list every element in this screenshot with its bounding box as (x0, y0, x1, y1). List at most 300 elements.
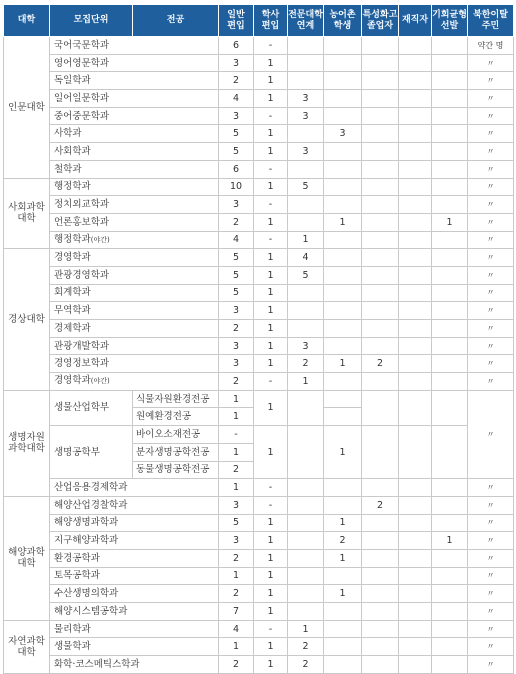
cell-equal: 1 (432, 213, 468, 231)
cell-equal (432, 479, 468, 497)
table-row (4, 426, 514, 444)
cell-special (362, 514, 399, 532)
cell-defector: 〃 (468, 266, 514, 284)
cell-general: 3 (219, 302, 254, 320)
table-row (4, 479, 514, 497)
header-text: 연계 (296, 20, 315, 31)
unit-name: 행정학과 (54, 233, 91, 245)
table-row (4, 337, 514, 355)
header-text: 기회균형 (432, 9, 467, 20)
cell-employed (399, 160, 432, 178)
cell-bachelor: 1 (254, 72, 288, 90)
cell-general: 1 (219, 479, 254, 497)
unit-cell (50, 125, 219, 143)
cell-special (362, 125, 399, 143)
cell-equal (432, 620, 468, 638)
cell-general: 5 (219, 125, 254, 143)
unit-name: 관광개발학과 (54, 340, 110, 352)
cell-defector: 〃 (468, 620, 514, 638)
cell-rural (324, 284, 362, 302)
unit-cell (50, 90, 219, 108)
cell-special (362, 337, 399, 355)
unit-name: 무역학과 (54, 305, 91, 317)
table-row (4, 638, 514, 656)
cell-bachelor: 1 (254, 337, 288, 355)
cell-rural (324, 231, 362, 249)
cell-rural (324, 302, 362, 320)
unit-name: 철학과 (54, 163, 82, 175)
cell-general: 3 (219, 196, 254, 214)
unit-cell (50, 496, 219, 514)
cell-bachelor: 1 (254, 213, 288, 231)
cell-employed (399, 479, 432, 497)
unit-cell (50, 479, 219, 497)
table-row (4, 54, 514, 72)
unit-name: 물리학과 (54, 623, 91, 635)
table-row (4, 231, 514, 249)
cell-general: 6 (219, 160, 254, 178)
unit-name: 회계학과 (54, 287, 91, 299)
unit-name: 사학과 (54, 128, 82, 140)
unit-name: 토목공학과 (54, 570, 100, 582)
major-cell: 분자생명공학전공 (133, 443, 219, 461)
table-header (4, 5, 514, 37)
cell-defector: 〃 (468, 231, 514, 249)
cell-equal (432, 585, 468, 603)
table-row (4, 37, 514, 55)
cell-special: 2 (362, 496, 399, 514)
cell-equal (432, 302, 468, 320)
unit-cell (50, 532, 219, 550)
cell-bachelor: 1 (254, 54, 288, 72)
admission-table-container (3, 4, 513, 674)
table-row (4, 549, 514, 567)
unit-cell (50, 160, 219, 178)
cell-junior (288, 196, 324, 214)
header-employed: 재직자 (399, 5, 432, 37)
college-cell (4, 249, 50, 391)
unit-name: 정치외교학과 (54, 199, 110, 211)
cell-junior (288, 585, 324, 603)
table-row (4, 320, 514, 338)
table-row (4, 603, 514, 621)
cell-junior: 2 (288, 656, 324, 674)
cell-rural (324, 620, 362, 638)
cell-general: 4 (219, 90, 254, 108)
cell-bachelor: 1 (254, 638, 288, 656)
cell-equal: 1 (432, 532, 468, 550)
cell-bachelor: 1 (254, 320, 288, 338)
header-junior-college (288, 5, 324, 37)
cell-general: 2 (219, 656, 254, 674)
cell-employed (399, 107, 432, 125)
cell-employed (399, 585, 432, 603)
cell-general: 2 (219, 72, 254, 90)
unit-name: 경영학과 (54, 252, 91, 264)
cell-defector: 〃 (468, 656, 514, 674)
unit-name: 영어영문학과 (54, 57, 110, 69)
unit-cell (50, 320, 219, 338)
major-cell: 바이오소재전공 (133, 426, 219, 444)
unit-name: 화학·코스메틱스학과 (54, 658, 140, 670)
cell-junior (288, 426, 324, 479)
unit-cell (50, 178, 219, 196)
major-cell: 원예환경전공 (133, 408, 219, 426)
table-row (4, 266, 514, 284)
cell-special (362, 656, 399, 674)
cell-equal (432, 178, 468, 196)
unit-cell (50, 249, 219, 267)
table-row (4, 567, 514, 585)
college-text: 생명자원 (8, 432, 45, 444)
college-text: 경상대학 (8, 314, 45, 325)
cell-junior: 1 (288, 373, 324, 391)
header-text: 전문대학 (288, 9, 323, 20)
cell-special (362, 479, 399, 497)
table-row (4, 213, 514, 231)
cell-rural (324, 90, 362, 108)
cell-special: 2 (362, 355, 399, 373)
unit-cell (50, 656, 219, 674)
header-text: 선발 (440, 20, 459, 31)
cell-defector: 〃 (468, 160, 514, 178)
cell-junior (288, 603, 324, 621)
cell-special (362, 160, 399, 178)
cell-special (362, 178, 399, 196)
cell-special (362, 72, 399, 90)
cell-defector: 〃 (468, 355, 514, 373)
cell-special (362, 532, 399, 550)
cell-defector: 〃 (468, 390, 514, 478)
cell-special (362, 302, 399, 320)
cell-employed (399, 266, 432, 284)
cell-general: 6 (219, 37, 254, 55)
cell-junior: 3 (288, 90, 324, 108)
cell-defector: 〃 (468, 125, 514, 143)
cell-defector: 〃 (468, 249, 514, 267)
table-row (4, 532, 514, 550)
unit-cell (50, 620, 219, 638)
unit-name: 일어일문학과 (54, 92, 110, 104)
cell-equal (432, 567, 468, 585)
cell-special (362, 266, 399, 284)
cell-general: 2 (219, 549, 254, 567)
cell-special (362, 549, 399, 567)
cell-employed (399, 514, 432, 532)
cell-bachelor: 1 (254, 656, 288, 674)
unit-cell (50, 266, 219, 284)
cell-rural (324, 603, 362, 621)
cell-defector: 〃 (468, 90, 514, 108)
major-cell: 동물생명공학전공 (133, 461, 219, 479)
cell-equal (432, 549, 468, 567)
cell-rural (324, 479, 362, 497)
cell-special (362, 390, 399, 425)
cell-rural (324, 143, 362, 161)
transfer-admission-table (3, 4, 514, 674)
cell-rural (324, 107, 362, 125)
cell-junior: 2 (288, 355, 324, 373)
cell-bachelor: 1 (254, 585, 288, 603)
cell-special (362, 213, 399, 231)
header-special-highschool (362, 5, 399, 37)
cell-equal (432, 514, 468, 532)
cell-rural (324, 496, 362, 514)
cell-employed (399, 249, 432, 267)
cell-general: 3 (219, 496, 254, 514)
unit-name: 수산생명의학과 (54, 588, 119, 600)
cell-bachelor: 1 (254, 249, 288, 267)
cell-bachelor: 1 (254, 302, 288, 320)
cell-rural (324, 390, 362, 408)
cell-junior: 2 (288, 638, 324, 656)
table-row (4, 143, 514, 161)
unit-cell (50, 213, 219, 231)
header-text: 주민 (481, 20, 500, 31)
unit-name: 경영정보학과 (54, 358, 110, 370)
cell-special (362, 603, 399, 621)
cell-bachelor: - (254, 37, 288, 55)
cell-bachelor: 1 (254, 426, 288, 479)
cell-bachelor: - (254, 496, 288, 514)
cell-general: 1 (219, 638, 254, 656)
college-text: 자연과학 (8, 635, 45, 647)
cell-junior: 5 (288, 266, 324, 284)
major-cell: 식물자원환경전공 (133, 390, 219, 408)
cell-bachelor: 1 (254, 266, 288, 284)
unit-cell (50, 107, 219, 125)
cell-junior (288, 567, 324, 585)
cell-equal (432, 249, 468, 267)
cell-employed (399, 284, 432, 302)
cell-special (362, 107, 399, 125)
cell-bachelor: - (254, 107, 288, 125)
cell-employed (399, 496, 432, 514)
unit-cell (50, 638, 219, 656)
table-row (4, 373, 514, 391)
unit-suffix: (야간) (90, 235, 110, 244)
cell-equal (432, 90, 468, 108)
cell-special (362, 620, 399, 638)
table-row (4, 514, 514, 532)
college-text: 과학대학 (8, 443, 45, 455)
cell-bachelor: 1 (254, 390, 288, 425)
unit-cell (50, 567, 219, 585)
unit-cell (50, 302, 219, 320)
cell-rural (324, 37, 362, 55)
header-text: 졸업자 (366, 20, 394, 31)
cell-rural: 2 (324, 532, 362, 550)
unit-cell (50, 143, 219, 161)
cell-employed (399, 231, 432, 249)
cell-rural (324, 160, 362, 178)
cell-general: 3 (219, 337, 254, 355)
college-cell (4, 390, 50, 496)
cell-equal (432, 72, 468, 90)
table-row (4, 249, 514, 267)
cell-rural: 1 (324, 426, 362, 479)
unit-cell: 생명공학부 (50, 426, 133, 479)
cell-bachelor: - (254, 479, 288, 497)
cell-rural: 1 (324, 213, 362, 231)
unit-cell (50, 514, 219, 532)
table-row (4, 107, 514, 125)
cell-employed (399, 426, 432, 479)
cell-general: 5 (219, 284, 254, 302)
cell-general: 2 (219, 213, 254, 231)
cell-employed (399, 337, 432, 355)
cell-rural (324, 320, 362, 338)
unit-name: 생물학과 (54, 641, 91, 653)
cell-defector: 〃 (468, 143, 514, 161)
header-text: 편입 (227, 20, 245, 31)
cell-special (362, 54, 399, 72)
college-text: 해양과학 (8, 547, 45, 559)
cell-general: 5 (219, 266, 254, 284)
cell-junior: 4 (288, 249, 324, 267)
cell-defector: 〃 (468, 532, 514, 550)
table-row (4, 355, 514, 373)
cell-general: 1 (219, 567, 254, 585)
cell-defector: 〃 (468, 373, 514, 391)
unit-name: 행정학과 (54, 181, 91, 193)
unit-name: 사회학과 (54, 145, 91, 157)
cell-junior (288, 514, 324, 532)
unit-cell (50, 549, 219, 567)
cell-equal (432, 603, 468, 621)
cell-equal (432, 426, 468, 479)
cell-defector: 〃 (468, 337, 514, 355)
cell-employed (399, 213, 432, 231)
unit-suffix: (야간) (90, 377, 110, 386)
cell-bachelor: - (254, 196, 288, 214)
cell-bachelor: - (254, 373, 288, 391)
cell-rural (324, 373, 362, 391)
cell-general: 1 (219, 443, 254, 461)
cell-employed (399, 54, 432, 72)
cell-junior (288, 284, 324, 302)
cell-junior (288, 532, 324, 550)
table-row (4, 90, 514, 108)
cell-general: 7 (219, 603, 254, 621)
college-cell (4, 496, 50, 620)
header-text: 일반 (227, 9, 245, 20)
cell-employed (399, 37, 432, 55)
unit-cell: 생물산업학부 (50, 390, 133, 425)
cell-rural (324, 337, 362, 355)
cell-defector: 〃 (468, 213, 514, 231)
cell-equal (432, 496, 468, 514)
cell-defector: 〃 (468, 284, 514, 302)
cell-special (362, 284, 399, 302)
cell-equal (432, 390, 468, 425)
unit-name: 해양시스템공학과 (54, 605, 128, 617)
cell-equal (432, 373, 468, 391)
cell-bachelor: 1 (254, 549, 288, 567)
cell-general: 2 (219, 585, 254, 603)
unit-cell (50, 355, 219, 373)
cell-employed (399, 638, 432, 656)
table-row (4, 620, 514, 638)
cell-general: 10 (219, 178, 254, 196)
cell-employed (399, 549, 432, 567)
cell-rural (324, 249, 362, 267)
cell-general: 1 (219, 408, 254, 426)
cell-bachelor: 1 (254, 355, 288, 373)
cell-rural: 1 (324, 549, 362, 567)
cell-special (362, 90, 399, 108)
header-text: 학생 (333, 20, 352, 31)
header-row (4, 5, 514, 37)
cell-special (362, 37, 399, 55)
unit-name: 경영학과 (54, 375, 91, 387)
unit-cell (50, 72, 219, 90)
cell-rural (324, 567, 362, 585)
cell-junior (288, 125, 324, 143)
table-row (4, 656, 514, 674)
cell-bachelor: 1 (254, 143, 288, 161)
unit-name: 중어중문학과 (54, 110, 110, 122)
table-row (4, 72, 514, 90)
cell-equal (432, 107, 468, 125)
cell-equal (432, 337, 468, 355)
unit-cell (50, 196, 219, 214)
cell-bachelor: 1 (254, 567, 288, 585)
cell-junior (288, 496, 324, 514)
cell-special (362, 196, 399, 214)
cell-bachelor: 1 (254, 125, 288, 143)
cell-defector: 〃 (468, 320, 514, 338)
cell-defector: 〃 (468, 638, 514, 656)
cell-special (362, 638, 399, 656)
cell-rural (324, 196, 362, 214)
header-north-korean-defector (468, 5, 514, 37)
cell-defector: 〃 (468, 603, 514, 621)
header-equal-opportunity (432, 5, 468, 37)
cell-equal (432, 284, 468, 302)
header-major: 전공 (133, 5, 219, 37)
cell-junior: 5 (288, 178, 324, 196)
cell-general: 3 (219, 107, 254, 125)
cell-junior: 3 (288, 107, 324, 125)
college-text: 대학 (17, 558, 36, 570)
cell-general: - (219, 426, 254, 444)
cell-junior (288, 320, 324, 338)
unit-name: 해양생명과학과 (54, 517, 119, 529)
header-general-transfer (219, 5, 254, 37)
cell-employed (399, 390, 432, 425)
cell-defector: 〃 (468, 107, 514, 125)
cell-defector: 〃 (468, 479, 514, 497)
cell-defector: 〃 (468, 514, 514, 532)
cell-special (362, 143, 399, 161)
cell-equal (432, 231, 468, 249)
college-cell: 인문대학 (4, 37, 50, 179)
cell-defector: 〃 (468, 302, 514, 320)
college-text: 대학 (17, 646, 36, 658)
unit-name: 언론홍보학과 (54, 216, 110, 228)
cell-equal (432, 656, 468, 674)
cell-employed (399, 90, 432, 108)
cell-special (362, 320, 399, 338)
cell-special (362, 249, 399, 267)
cell-rural: 1 (324, 355, 362, 373)
unit-name: 환경공학과 (54, 552, 100, 564)
cell-bachelor: 1 (254, 90, 288, 108)
cell-equal (432, 266, 468, 284)
cell-bachelor: 1 (254, 514, 288, 532)
cell-employed (399, 603, 432, 621)
